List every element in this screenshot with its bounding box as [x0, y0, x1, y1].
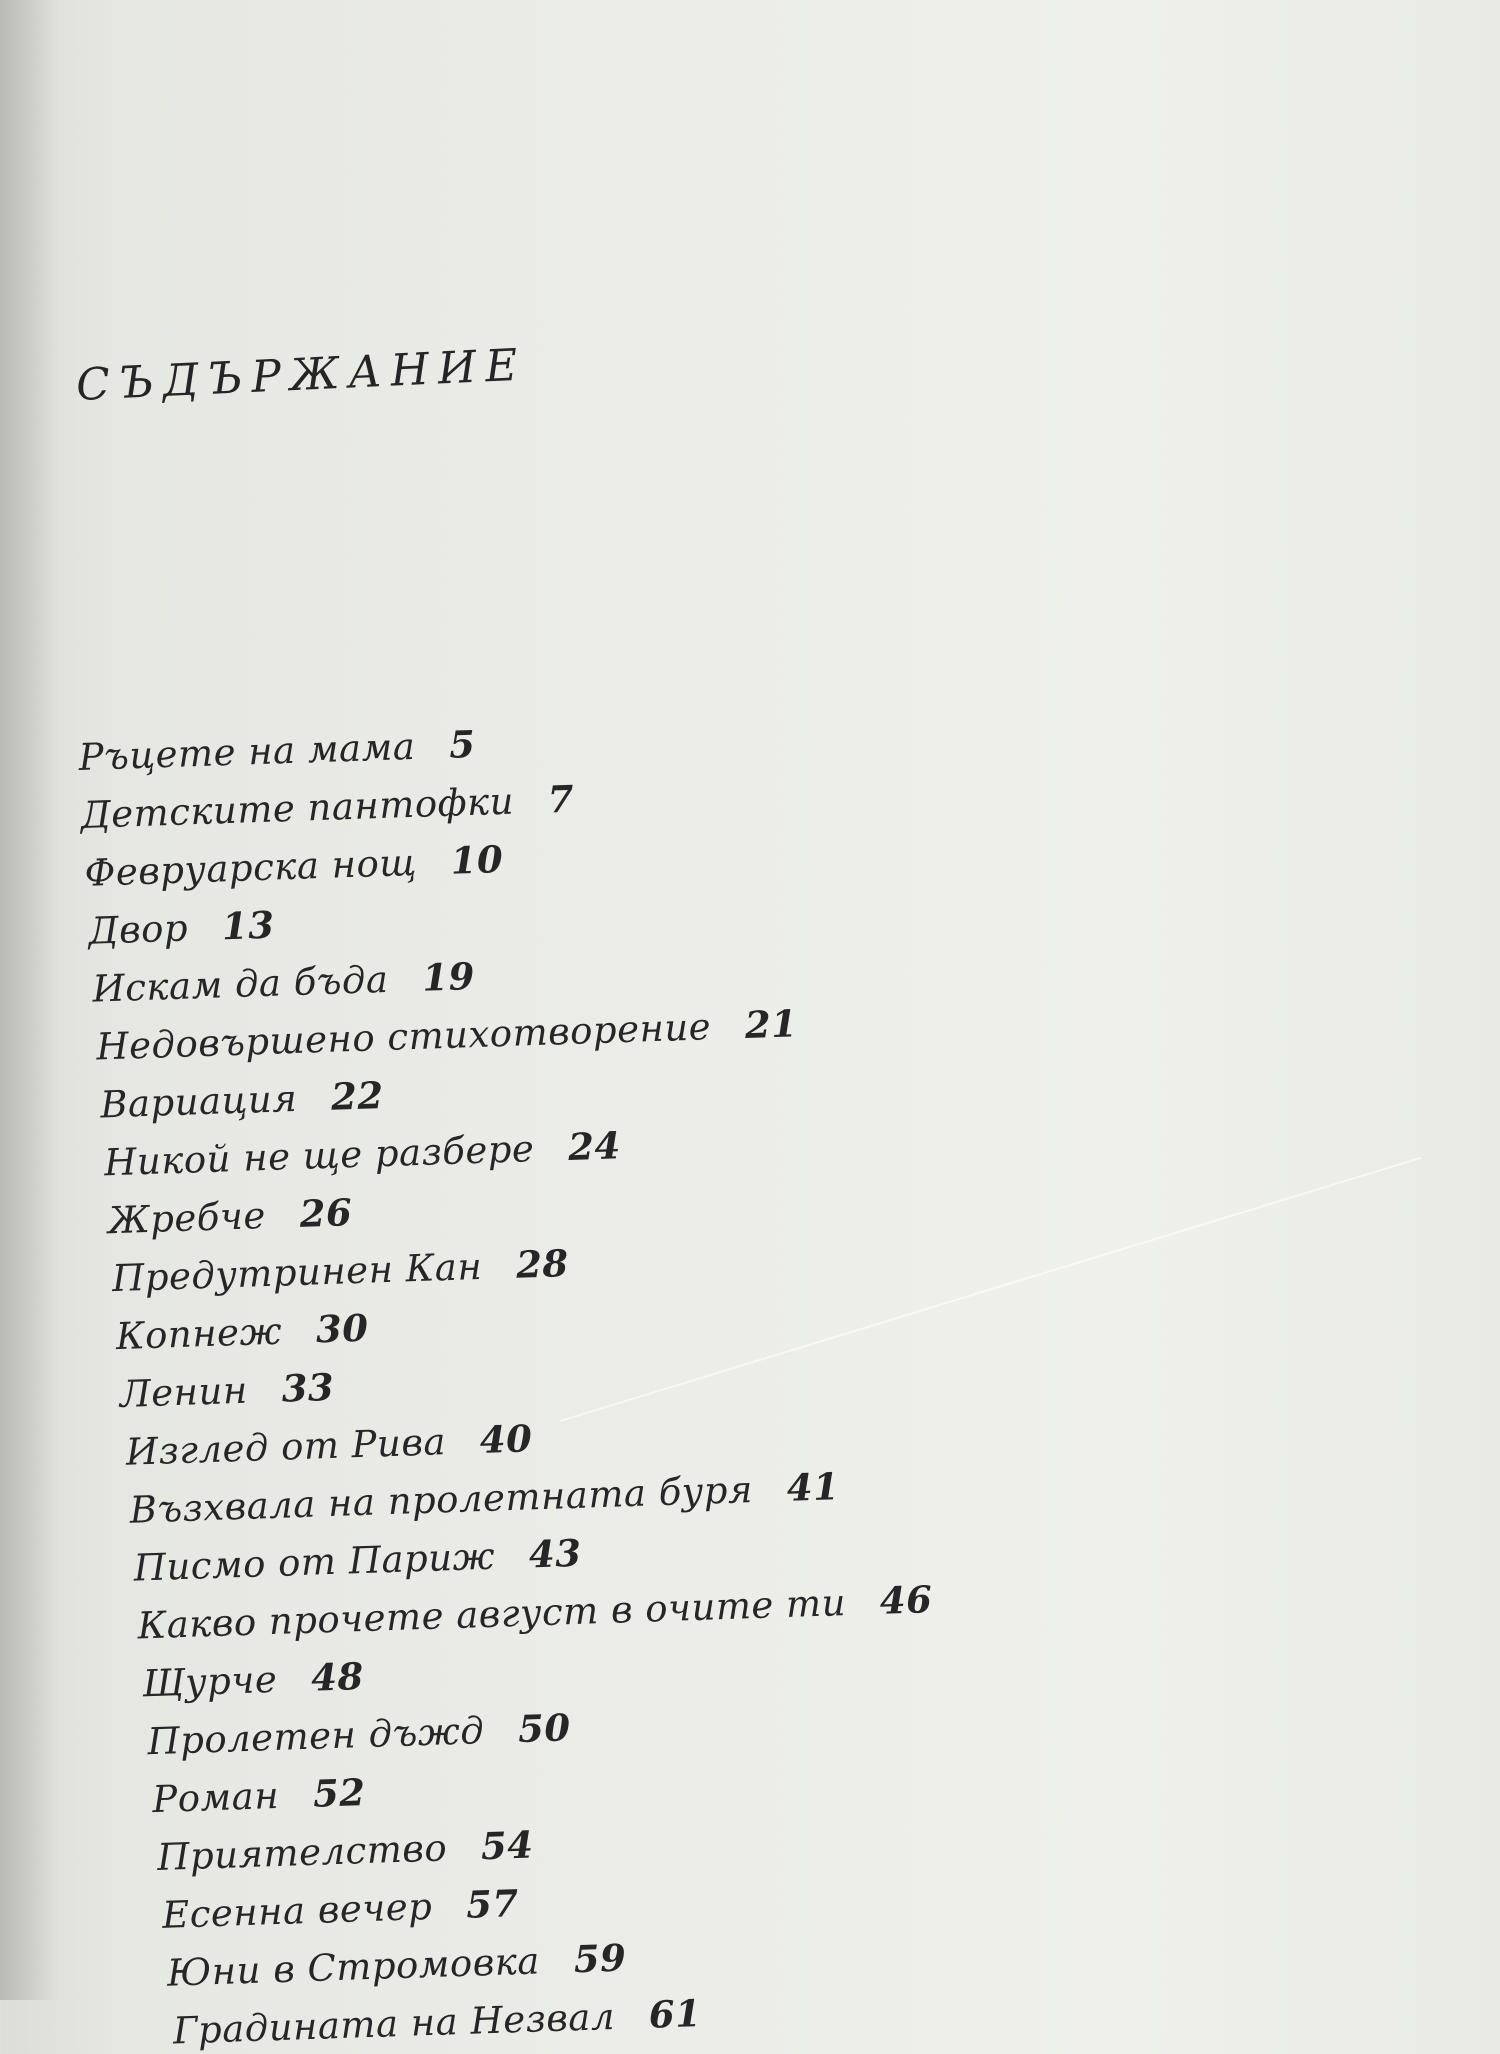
toc-entry-page: 40 — [479, 1416, 534, 1463]
toc-entry-title: Щурче — [141, 1657, 278, 1706]
toc-entry — [142, 1654, 365, 1705]
toc-entry-page: 5 — [448, 721, 477, 767]
toc-entry — [161, 1881, 519, 1937]
toc-entry — [157, 1823, 535, 1879]
toc-entry — [133, 1531, 582, 1590]
toc-entry-page: 54 — [480, 1822, 535, 1869]
toc-entry-title: Есенна вечер — [161, 1884, 433, 1937]
toc-entry-page: 52 — [312, 1770, 367, 1816]
toc-entry — [129, 1464, 840, 1532]
toc-entry — [100, 1073, 385, 1126]
toc-entry-title: Изглед от Рива — [125, 1420, 447, 1474]
paper-crease — [560, 1157, 1421, 1422]
toc-entry — [80, 777, 575, 837]
toc-entry — [96, 1001, 799, 1068]
toc-entry-page: 26 — [298, 1190, 353, 1236]
toc-entry-title: Писмо от Париж — [132, 1534, 496, 1590]
toc-entry-page: 61 — [648, 1991, 702, 2037]
toc-entry-page: 33 — [280, 1364, 335, 1411]
toc-entry-title: Пролетен дъжд — [146, 1709, 485, 1764]
toc-entry-page: 41 — [786, 1464, 841, 1510]
toc-entry-title: Ръцете на мама — [78, 724, 416, 779]
toc-entry-title: Какво прочете август в очите ти — [136, 1581, 847, 1648]
toc-entry-title: Жребче — [107, 1194, 267, 1243]
toc-entry-page: 50 — [517, 1705, 572, 1751]
toc-entry — [107, 1190, 352, 1242]
toc-entry-title: Ленин — [119, 1368, 249, 1416]
toc-entry-title: Копнеж — [115, 1309, 283, 1359]
toc-entry-title: Искам да бъда — [91, 957, 390, 1011]
toc-entry-page: 13 — [221, 902, 276, 949]
toc-entry-page: 30 — [315, 1305, 370, 1352]
toc-entry-title: Роман — [151, 1773, 280, 1822]
toc-entry-title: Вариация — [99, 1076, 298, 1127]
toc-entry-title: Юни в Стромовка — [166, 1939, 541, 1995]
toc-entry-page: 22 — [330, 1073, 385, 1119]
toc-entry-title: Февруарска нощ — [83, 840, 418, 895]
toc-entry-page: 46 — [879, 1577, 934, 1623]
toc-entry — [166, 1936, 627, 1995]
toc-entry — [92, 954, 476, 1011]
toc-entry — [147, 1705, 572, 1763]
toc-entry-page: 28 — [515, 1241, 570, 1287]
toc-entry-page: 10 — [450, 836, 504, 883]
toc-entry-title: Никой не ще разбере — [103, 1127, 535, 1185]
toc-entry — [78, 722, 476, 779]
toc-entry-page: 57 — [465, 1881, 520, 1927]
toc-entry-page: 59 — [573, 1935, 627, 1982]
toc-entry-title: Възхвала на пролетната буря — [129, 1468, 754, 1532]
toc-entry — [152, 1770, 367, 1821]
toc-entry — [111, 1241, 569, 1300]
toc-entry — [125, 1416, 533, 1473]
toc-entry — [84, 837, 504, 895]
toc-entry-page: 24 — [567, 1123, 622, 1169]
toc-entry — [172, 1991, 702, 2053]
toc-entry — [119, 1365, 335, 1416]
toc-entry-page: 19 — [421, 953, 476, 1000]
toc-entry-title: Градината на Незвал — [172, 1994, 616, 2053]
toc-entry — [115, 1306, 369, 1358]
toc-entry — [103, 1123, 621, 1184]
toc-entry-title: Недовършено стихотворение — [95, 1005, 712, 1069]
toc-entry-page: 43 — [528, 1530, 583, 1577]
page-gutter-shadow — [0, 0, 60, 2000]
toc-entry-title: Предутринен Кан — [111, 1244, 483, 1301]
toc-entry — [88, 903, 275, 953]
toc-entry-title: Двор — [87, 906, 189, 953]
toc-entry-title: Детските пантофки — [79, 779, 515, 837]
page-title: СЪДЪРЖАНИЕ — [75, 339, 528, 411]
toc-entry-page: 7 — [547, 776, 575, 822]
toc-entry-page: 21 — [744, 1001, 799, 1048]
toc-entry-title: Приятелство — [156, 1826, 448, 1879]
table-of-contents — [78, 706, 958, 2053]
toc-entry — [137, 1577, 933, 1647]
toc-entry-page: 48 — [310, 1654, 365, 1700]
